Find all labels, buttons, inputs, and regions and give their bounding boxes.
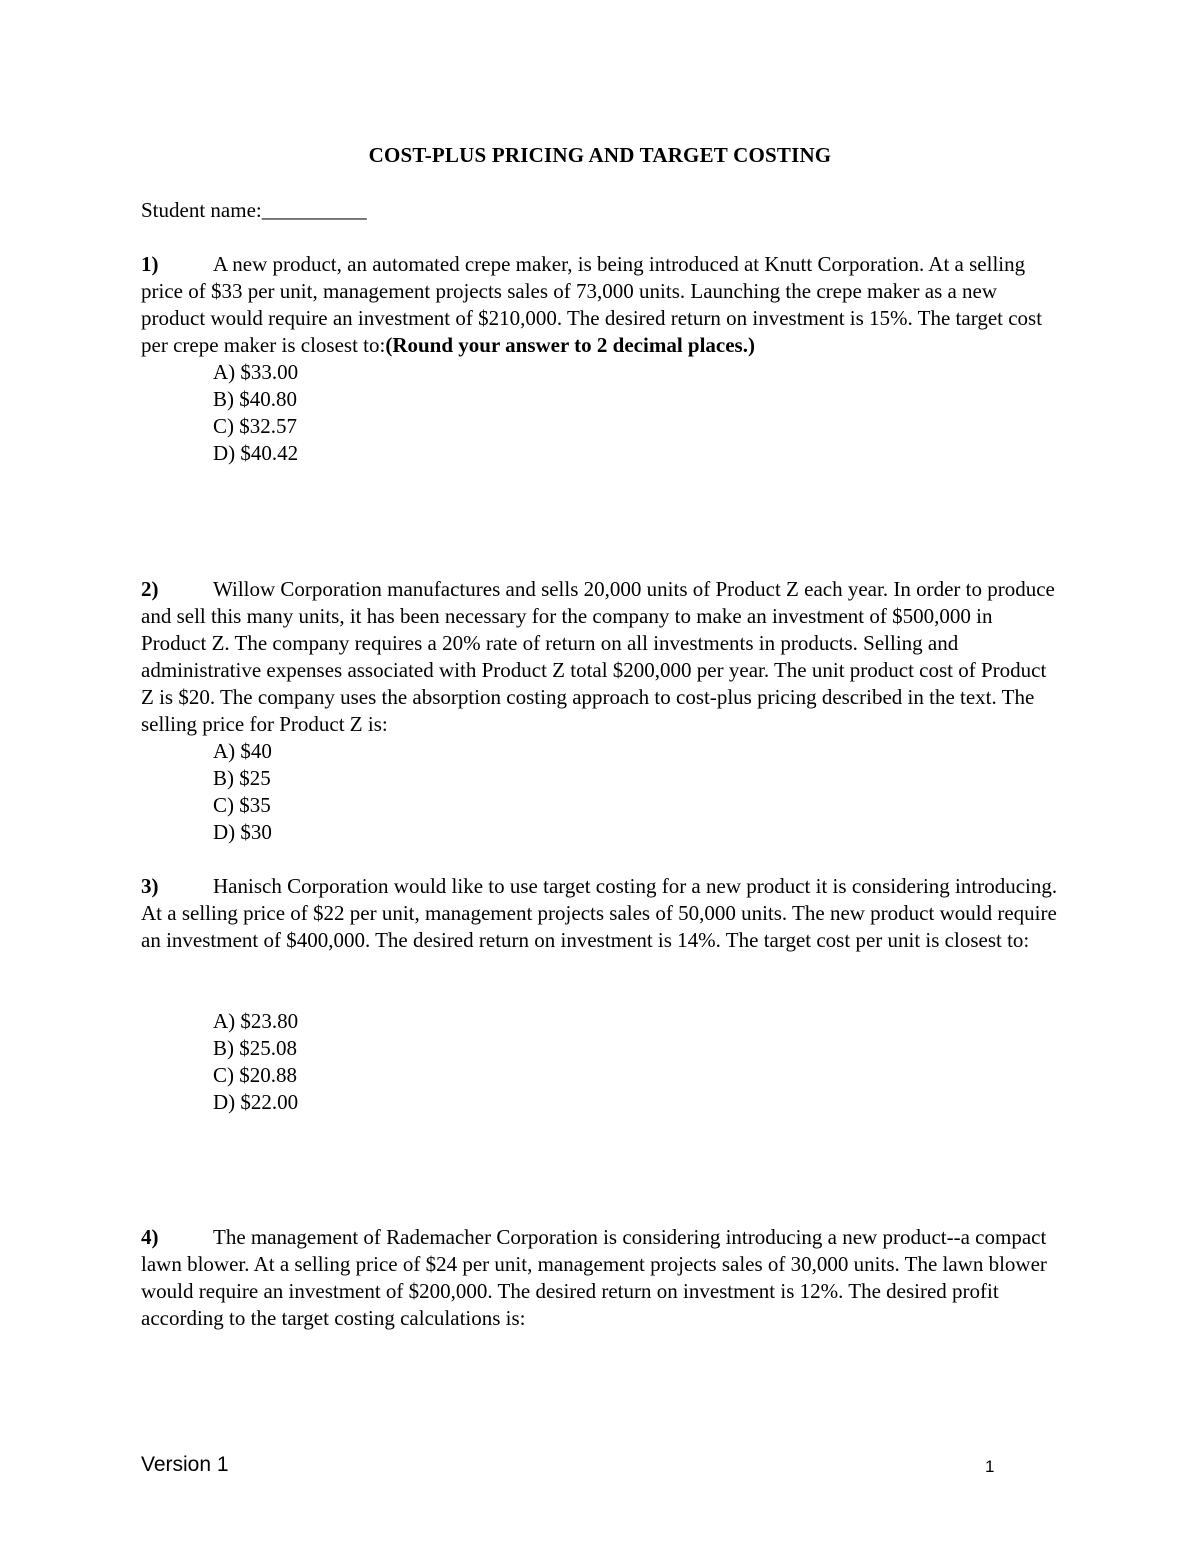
- answer-option: C) $20.88: [213, 1063, 297, 1087]
- question-3-text-block: [141, 873, 1061, 954]
- answer-option: C) $35: [213, 793, 271, 817]
- question-2: [141, 576, 1061, 846]
- answer-options: [213, 738, 1061, 846]
- question-text: A new product, an automated crepe maker, is being introduced at Knutt Corporation. At a selling price of $33 per unit, management projects sales of 73,000 units. Launching the crepe maker as a new product would require an investment of $210,000. The desired return on investment is 15%. The target cost per crepe maker is closest to:: [141, 252, 1043, 357]
- question-instruction: (Round your answer to 2 decimal places.): [385, 333, 755, 357]
- question-text: Willow Corporation manufactures and sells 20,000 units of Product Z each year. In order to produce and sell this many units, it has been necessary for the company to make an investment of $500,000 in Product Z. The company requires a 20% rate of return on all investments in products. Selling and administrative expenses associated with Product Z total $200,000 per year. The unit product cost of Product Z is $20. The company uses the absorption costing approach to cost-plus pricing described in the text. The selling price for Product Z is:: [141, 577, 1055, 736]
- question-4: [141, 1224, 1061, 1332]
- answer-options: [213, 1008, 1061, 1116]
- question-number: 3): [141, 874, 159, 898]
- footer-page-number: 1: [985, 1457, 995, 1476]
- answer-option: B) $25: [213, 766, 271, 790]
- answer-option: A) $40: [213, 739, 272, 763]
- answer-option: A) $23.80: [213, 1009, 299, 1033]
- student-name-line: Student name:__________: [141, 198, 367, 222]
- question-3: [141, 873, 1061, 1116]
- question-number: 4): [141, 1225, 159, 1249]
- question-1-text-block: [141, 251, 1061, 359]
- answer-option: B) $25.08: [213, 1036, 297, 1060]
- question-text: Hanisch Corporation would like to use target costing for a new product it is considering introducing. At a selling price of $22 per unit, management projects sales of 50,000 units. The new product would require an investment of $400,000. The desired return on investment is 14%. The target cost per unit is closest to:: [141, 874, 1058, 952]
- answer-options: [213, 359, 1061, 467]
- answer-option: D) $40.42: [213, 441, 299, 465]
- question-number: 1): [141, 252, 159, 276]
- page-title: COST-PLUS PRICING AND TARGET COSTING: [368, 143, 832, 167]
- footer-version: Version 1: [141, 1453, 229, 1476]
- answer-option: A) $33.00: [213, 360, 299, 384]
- question-1: [141, 251, 1061, 467]
- question-text: The management of Rademacher Corporation is considering introducing a new product--a compact lawn blower. At a selling price of $24 per unit, management projects sales of 30,000 units. The lawn blower would require an investment of $200,000. The desired return on investment is 12%. The desired profit according to the target costing calculations is:: [141, 1225, 1047, 1330]
- answer-option: B) $40.80: [213, 387, 297, 411]
- answer-option: C) $32.57: [213, 414, 297, 438]
- question-4-text-block: [141, 1224, 1061, 1332]
- answer-option: D) $30: [213, 820, 272, 844]
- question-2-text-block: [141, 576, 1061, 738]
- question-number: 2): [141, 577, 159, 601]
- answer-option: D) $22.00: [213, 1090, 299, 1114]
